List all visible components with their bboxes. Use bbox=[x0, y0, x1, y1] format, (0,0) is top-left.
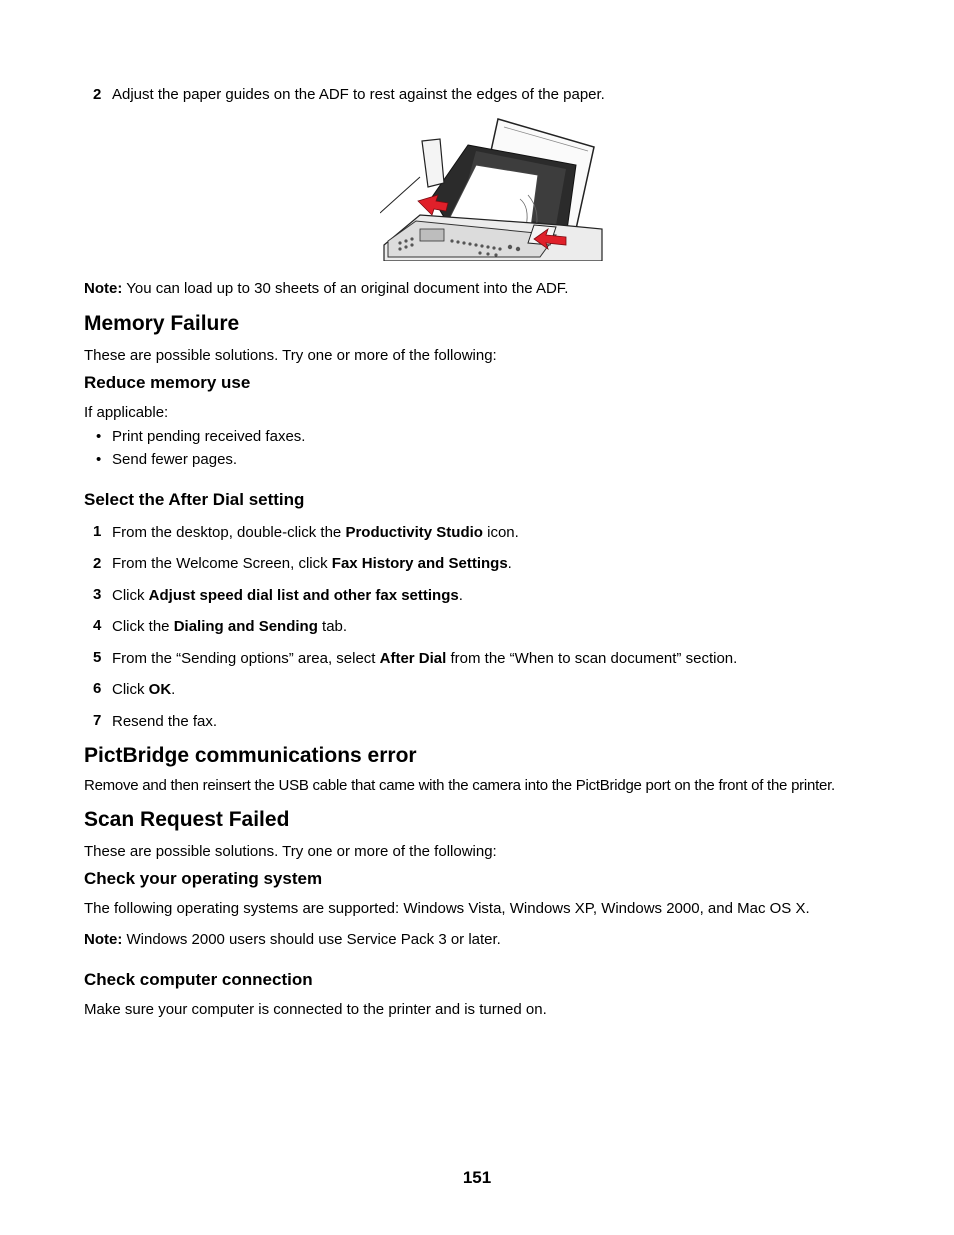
list-item: Print pending received faxes. bbox=[112, 428, 306, 445]
heading-check-connection: Check computer connection bbox=[84, 970, 313, 989]
pictbridge-text: Remove and then reinsert the USB cable that came with the camera into the PictBridge port on the front of the printer. bbox=[84, 777, 835, 794]
step-number: 2 bbox=[93, 555, 102, 572]
step-number: 5 bbox=[93, 649, 102, 666]
note-text: You can load up to 30 sheets of an original document into the ADF. bbox=[122, 280, 569, 297]
note-label: Note: bbox=[84, 280, 123, 297]
printer-adf-illustration bbox=[380, 117, 604, 261]
list-item: Send fewer pages. bbox=[112, 451, 238, 468]
note-adf-capacity bbox=[84, 280, 568, 298]
step-text: From the “Sending options” area, select After Dial from the “When to scan document” section. bbox=[112, 650, 738, 667]
step-number: 4 bbox=[93, 617, 102, 634]
note-label: Note: bbox=[84, 931, 123, 948]
step-text: From the desktop, double-click the Productivity Studio icon. bbox=[112, 524, 519, 541]
memory-failure-intro: These are possible solutions. Try one or more of the following: bbox=[84, 347, 497, 364]
printer-drawing bbox=[380, 117, 604, 261]
heading-pictbridge: PictBridge communications error bbox=[84, 744, 417, 767]
scan-failed-intro: These are possible solutions. Try one or more of the following: bbox=[84, 843, 497, 860]
heading-scan-failed: Scan Request Failed bbox=[84, 808, 290, 831]
step-number: 2 bbox=[93, 86, 102, 103]
heading-reduce-memory: Reduce memory use bbox=[84, 373, 251, 392]
step-number: 6 bbox=[93, 680, 102, 697]
step-text: Resend the fax. bbox=[112, 713, 218, 730]
step-number: 1 bbox=[93, 523, 102, 540]
supported-os-text: The following operating systems are supported: Windows Vista, Windows XP, Windows 2000, and Mac OS X. bbox=[84, 900, 810, 917]
step-text: Adjust the paper guides on the ADF to rest against the edges of the paper. bbox=[112, 86, 605, 103]
heading-check-os: Check your operating system bbox=[84, 869, 323, 888]
step-text: Click Adjust speed dial list and other fax settings. bbox=[112, 587, 463, 604]
heading-after-dial: Select the After Dial setting bbox=[84, 490, 305, 509]
heading-memory-failure: Memory Failure bbox=[84, 312, 240, 335]
step-text: Click the Dialing and Sending tab. bbox=[112, 618, 348, 635]
page-number: 151 bbox=[462, 1168, 492, 1187]
step-number: 7 bbox=[93, 712, 102, 729]
step-number: 3 bbox=[93, 586, 102, 603]
connection-text: Make sure your computer is connected to the printer and is turned on. bbox=[84, 1001, 547, 1018]
step-text: From the Welcome Screen, click Fax History and Settings. bbox=[112, 555, 512, 572]
bullet-dot: • bbox=[96, 451, 102, 468]
step-text: Click OK. bbox=[112, 681, 176, 698]
reduce-memory-intro: If applicable: bbox=[84, 404, 169, 421]
note-text: Windows 2000 users should use Service Pack 3 or later. bbox=[122, 931, 501, 948]
bullet-dot: • bbox=[96, 428, 102, 445]
note-service-pack bbox=[84, 931, 501, 949]
